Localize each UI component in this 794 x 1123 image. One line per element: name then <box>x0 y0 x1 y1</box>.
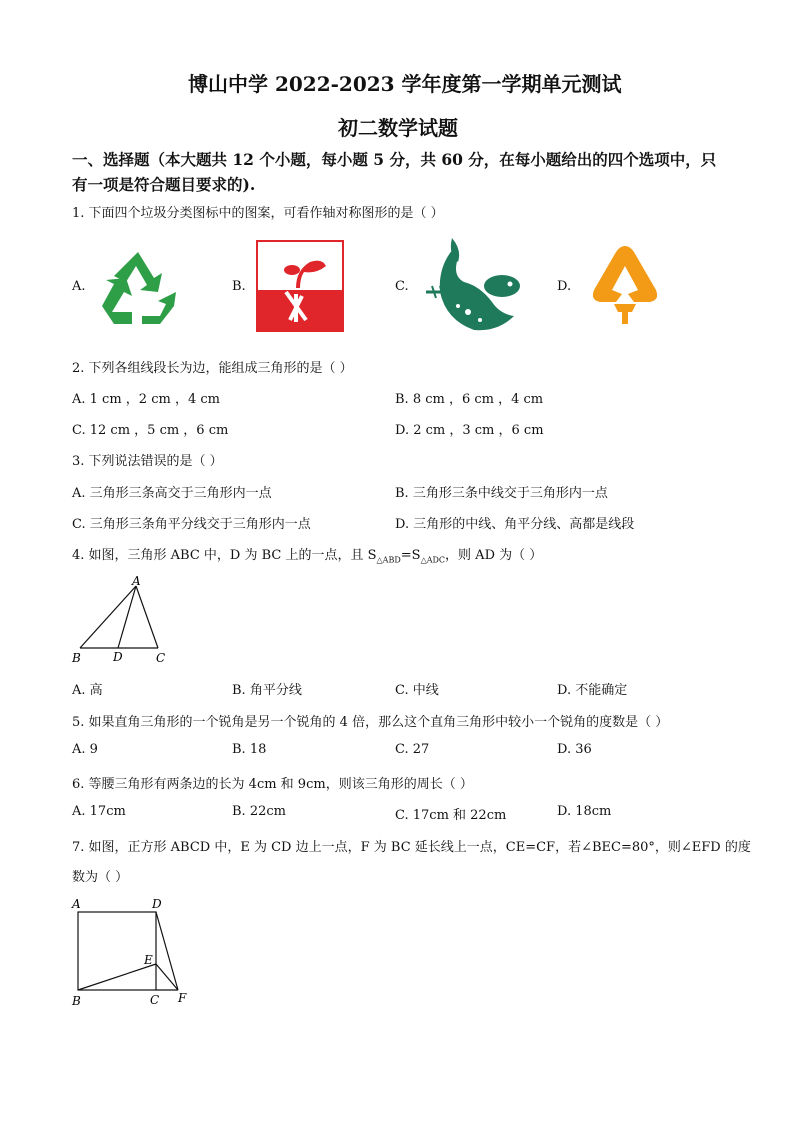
q4-option-a: A. 高 <box>72 683 103 698</box>
fig7-label-f: F <box>178 991 187 1005</box>
hazardous-waste-icon <box>256 240 344 332</box>
q7-stem-line2: 数为（ ） <box>72 870 129 885</box>
fig4-label-a: A <box>132 574 141 588</box>
q6-stem: 6. 等腰三角形有两条边的长为 4cm 和 9cm，则该三角形的周长（ ） <box>72 777 473 792</box>
q2-option-c: C. 12 cm ，5 cm ，6 cm <box>72 423 229 438</box>
section-heading-line1: 一、选择题（本大题共 12 个小题，每小题 5 分，共 60 分，在每小题给出的四个选项中，只 <box>72 150 717 169</box>
q1-option-d-label: D. <box>557 279 572 294</box>
q7-stem-line1: 7. 如图，正方形 ABCD 中，E 为 CD 边上一点，F 为 BC 延长线上一点，CE=CF，若∠BEC=80°，则∠EFD 的度 <box>72 840 751 855</box>
q1-option-a-label: A. <box>72 279 86 294</box>
square-abcd-figure <box>68 894 198 1010</box>
q3-option-d: D. 三角形的中线、角平分线、高都是线段 <box>395 517 635 532</box>
q4-stem-eq: =S <box>400 548 421 563</box>
q6-option-c: C. 17cm 和 22cm <box>395 808 507 823</box>
q5-option-d: D. 36 <box>557 742 592 757</box>
fig7-label-e: E <box>144 953 153 967</box>
q2-option-a: A. 1 cm ，2 cm ，4 cm <box>72 392 220 407</box>
page-subtitle: 初二数学试题 <box>338 116 458 140</box>
q2-stem: 2. 下列各组线段长为边，能组成三角形的是（ ） <box>72 361 353 376</box>
q1-option-b-label: B. <box>232 279 246 294</box>
food-waste-icon <box>418 236 522 334</box>
q3-option-a: A. 三角形三条高交于三角形内一点 <box>72 486 272 501</box>
q4-stem-post: ，则 AD 为（ ） <box>445 548 543 563</box>
q6-option-d: D. 18cm <box>557 804 612 819</box>
q3-option-c: C. 三角形三条角平分线交于三角形内一点 <box>72 517 311 532</box>
fig7-label-d: D <box>152 897 162 911</box>
q4-option-c: C. 中线 <box>395 683 439 698</box>
fig4-label-b: B <box>72 651 81 665</box>
fig7-label-c: C <box>150 993 160 1007</box>
q4-option-d: D. 不能确定 <box>557 683 628 698</box>
q2-option-b: B. 8 cm ，6 cm ，4 cm <box>395 392 544 407</box>
q5-option-b: B. 18 <box>232 742 267 757</box>
fig7-label-b: B <box>72 994 81 1008</box>
q3-option-b: B. 三角形三条中线交于三角形内一点 <box>395 486 608 501</box>
page-title: 博山中学 2022-2023 学年度第一学期单元测试 <box>188 72 622 96</box>
q4-sub-abd: △ABD <box>376 555 401 565</box>
q6-option-a: A. 17cm <box>72 804 126 819</box>
q6-option-b: B. 22cm <box>232 804 286 819</box>
q4-option-b: B. 角平分线 <box>232 683 302 698</box>
fig4-label-c: C <box>156 651 166 665</box>
q4-sub-adc: △ADC <box>420 555 446 565</box>
other-waste-icon <box>590 244 660 326</box>
q5-option-c: C. 27 <box>395 742 430 757</box>
q1-option-c-label: C. <box>395 279 409 294</box>
q5-stem: 5. 如果直角三角形的一个锐角是另一个锐角的 4 倍，那么这个直角三角形中较小一个锐角的度数是（ ） <box>72 715 669 730</box>
q4-stem-pre: 4. 如图，三角形 ABC 中，D 为 BC 上的一点，且 S <box>72 548 377 563</box>
triangle-abc-figure <box>68 574 178 666</box>
q1-stem: 1. 下面四个垃圾分类图标中的图案，可看作轴对称图形的是（ ） <box>72 206 444 221</box>
q4-stem <box>72 544 542 565</box>
q3-stem: 3. 下列说法错误的是（ ） <box>72 454 223 469</box>
fig7-label-a: A <box>72 897 81 911</box>
recycle-icon <box>96 246 180 330</box>
fig4-label-d: D <box>113 650 123 664</box>
section-heading-line2: 有一项是符合题目要求的). <box>72 175 256 194</box>
q2-option-d: D. 2 cm ，3 cm ，6 cm <box>395 423 544 438</box>
q5-option-a: A. 9 <box>72 742 98 757</box>
